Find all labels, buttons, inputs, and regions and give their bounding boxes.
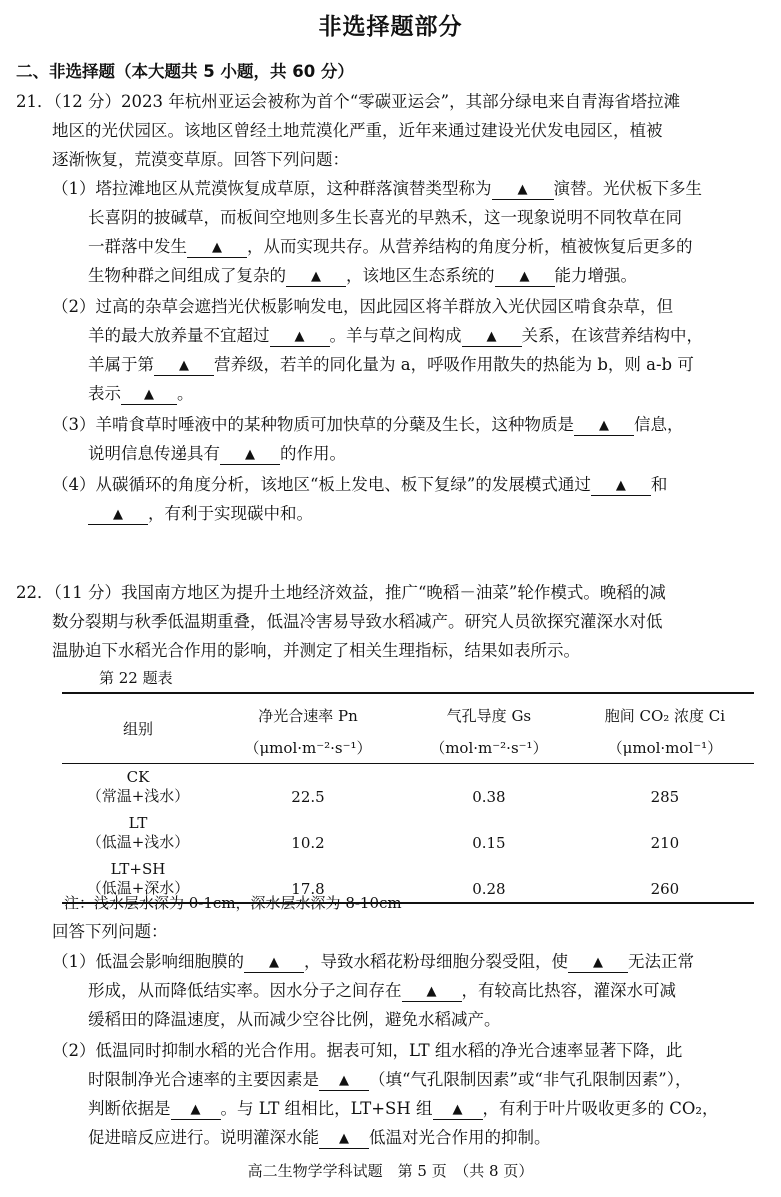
blank-triangle-mark: ▲ (486, 329, 497, 344)
table-row (62, 764, 754, 811)
cell-pn: 17.8 (214, 856, 402, 903)
table-row (62, 810, 754, 856)
cell-group (62, 810, 214, 856)
answer-blank (462, 326, 522, 347)
q21-part2-line-1: （2）过高的杂草会遮挡光伏板影响发电，因此园区将羊群放入光伏园区啃食杂草，但 (52, 297, 673, 316)
text-segment: 判断依据是 (88, 1099, 171, 1118)
cell-pn: 10.2 (291, 834, 325, 852)
cell-ci: 260 (576, 856, 754, 903)
blank-triangle-mark: ▲ (426, 984, 437, 999)
blank-triangle-mark: ▲ (519, 269, 530, 284)
cell-ci: 285 (650, 788, 680, 806)
text-segment: （3）羊啃食草时唾液中的某种物质可加快草的分蘖及生长，这种物质是 (52, 415, 574, 434)
header-group: 组别 (62, 693, 214, 764)
q21-part1-line-4 (88, 262, 637, 290)
group-name: LT+SH (110, 860, 166, 878)
text-segment: 信息， (634, 415, 684, 434)
blank-triangle-mark: ▲ (294, 329, 305, 344)
blank-triangle-mark: ▲ (269, 955, 279, 970)
q21-part1-line-3 (88, 233, 693, 261)
q22-part2-line-3 (88, 1095, 719, 1123)
q21-stem-line-3: 逐渐恢复，荒漠变草原。回答下列问题： (52, 150, 349, 169)
cell-gs: 0.15 (472, 834, 506, 852)
text-segment: 低温对光合作用的抑制。 (369, 1128, 551, 1147)
text-segment: ，导致水稻花粉母细胞分裂受阻，使 (304, 952, 568, 971)
q21-part3-line-2 (88, 440, 346, 468)
q21-part4-line-2 (88, 500, 313, 528)
answer-blank (154, 355, 214, 376)
answer-blank (88, 504, 148, 525)
blank-triangle-mark: ▲ (339, 1073, 349, 1088)
q22-part1-line-2 (88, 977, 676, 1005)
text-segment: 促进暗反应进行。说明灌深水能 (88, 1128, 319, 1147)
group-condition: （常温+浅水） (86, 787, 190, 805)
answer-blank (270, 326, 330, 347)
page-title: 非选择题部分 (318, 14, 463, 40)
blank-triangle-mark: ▲ (245, 447, 255, 462)
group-condition: （低温+浅水） (86, 833, 190, 851)
text-segment: ，有利于叶片吸收更多的 CO₂， (482, 1099, 719, 1118)
text-segment: 。羊与草之间构成 (329, 326, 462, 345)
q21-part1-line-2: 长喜阴的披碱草，而板间空地则多生长喜光的早熟禾，这一现象说明不同牧草在同 (88, 208, 682, 227)
text-segment: ，该地区生态系统的 (346, 266, 495, 285)
answer-blank (319, 1070, 369, 1091)
blank-triangle-mark: ▲ (452, 1102, 463, 1117)
unit-gs: （mol·m⁻²·s⁻¹） (402, 731, 576, 764)
text-segment: 。与 LT 组相比，LT+SH 组 (220, 1099, 433, 1118)
text-segment: ，有利于实现碳中和。 (148, 504, 313, 523)
q22-part2-line-2 (88, 1066, 692, 1094)
blank-triangle-mark: ▲ (190, 1102, 201, 1117)
text-segment: （1）低温会影响细胞膜的 (52, 952, 244, 971)
answer-blank (492, 179, 554, 200)
text-segment: 说明信息传递具有 (88, 444, 220, 463)
page-footer: 高二生物学学科试题 第 5 页 （共 8 页） (247, 1162, 534, 1180)
table-caption: 第 22 题表 (99, 669, 173, 687)
answer-blank (495, 266, 555, 287)
group-condition: （低温+深水） (86, 879, 190, 897)
cell-group (62, 764, 214, 811)
text-segment: 能力增强。 (554, 266, 637, 285)
text-segment: ，从而实现共存。从营养结构的角度分析，植被恢复后更多的 (247, 237, 693, 256)
text-segment: 生物种群之间组成了复杂的 (88, 266, 286, 285)
answer-blank (187, 237, 247, 258)
q22-stem-line-1: 22．（11 分）我国南方地区为提升土地经济效益，推广“晚稻－油菜”轮作模式。晚稻的减 (16, 583, 666, 602)
q22-part1-line-1 (52, 948, 694, 976)
text-segment: ，有较高比热容，灌深水可减 (461, 981, 676, 1000)
answer-blank (220, 444, 280, 465)
q22-stem-line-2: 数分裂期与秋季低温期重叠，低温冷害易导致水稻减产。研究人员欲探究灌深水对低 (52, 612, 663, 631)
group-name: LT (128, 814, 148, 832)
q22-prompt: 回答下列问题： (52, 922, 168, 941)
header-gs: 气孔导度 Gs (402, 693, 576, 731)
table-header-row (62, 693, 754, 731)
unit-pn: （μmol·m⁻²·s⁻¹） (214, 731, 402, 764)
blank-triangle-mark: ▲ (212, 240, 222, 255)
blank-triangle-mark: ▲ (517, 182, 528, 197)
blank-triangle-mark: ▲ (593, 955, 603, 970)
text-segment: （4）从碳循环的角度分析，该地区“板上发电、板下复绿”的发展模式通过 (52, 475, 591, 494)
text-segment: 和 (650, 475, 668, 494)
q21-part2-line-2 (88, 322, 703, 350)
text-segment: 营养级，若羊的同化量为 a，呼吸作用散失的热能为 b，则 a-b 可 (214, 355, 694, 374)
unit-ci: （μmol·mol⁻¹） (576, 731, 754, 764)
answer-blank (286, 266, 346, 287)
blank-triangle-mark: ▲ (179, 358, 189, 373)
text-segment: 演替。光伏板下多生 (553, 179, 702, 198)
blank-triangle-mark: ▲ (113, 507, 123, 522)
text-segment: 无法正常 (628, 952, 694, 971)
q22-part2-line-1: （2）低温同时抑制水稻的光合作用。据表可知，LT 组水稻的净光合速率显著下降，此 (52, 1041, 683, 1060)
text-segment: 一群落中发生 (88, 237, 187, 256)
text-segment: （1）塔拉滩地区从荒漠恢复成草原，这种群落演替类型称为 (52, 179, 492, 198)
q22-part1-line-3: 缓稻田的降温速度，从而减少空谷比例，避免水稻减产。 (88, 1010, 501, 1029)
q22-part2-line-4 (88, 1124, 551, 1152)
blank-triangle-mark: ▲ (144, 387, 154, 402)
text-segment: 表示 (88, 384, 121, 403)
answer-blank (244, 952, 304, 973)
cell-ci: 210 (650, 834, 680, 852)
text-segment: 时限制净光合速率的主要因素是 (88, 1070, 319, 1089)
q21-part2-line-3 (88, 351, 694, 379)
cell-pn: 22.5 (291, 788, 325, 806)
table-note: 注：浅水层水深为 0-1cm，深水层水深为 8-10cm (64, 894, 402, 912)
q22-stem-line-3: 温胁迫下水稻光合作用的影响，并测定了相关生理指标，结果如表所示。 (52, 641, 580, 660)
blank-triangle-mark: ▲ (311, 269, 321, 284)
q21-part2-line-4 (88, 380, 194, 408)
q21-part4-line-1 (52, 471, 667, 499)
answer-blank (433, 1099, 483, 1120)
text-segment: 羊的最大放养量不宜超过 (88, 326, 270, 345)
group-name: CK (126, 768, 150, 786)
answer-blank (171, 1099, 221, 1120)
answer-blank (121, 384, 177, 405)
blank-triangle-mark: ▲ (615, 478, 626, 493)
q21-stem-line-2: 地区的光伏园区。该地区曾经土地荒漠化严重，近年来通过建设光伏发电园区，植被 (52, 121, 663, 140)
text-segment: 羊属于第 (88, 355, 154, 374)
answer-blank (319, 1128, 369, 1149)
cell-gs: 0.38 (472, 788, 506, 806)
answer-blank (591, 475, 651, 496)
text-segment: 形成，从而降低结实率。因水分子之间存在 (88, 981, 402, 1000)
text-segment: 。 (177, 384, 194, 403)
header-pn: 净光合速率 Pn (214, 693, 402, 731)
text-segment: （填“气孔限制因素”或“非气孔限制因素”）， (369, 1070, 692, 1089)
answer-blank (402, 981, 462, 1002)
header-ci: 胞间 CO₂ 浓度 Ci (576, 693, 754, 731)
q21-part3-line-1 (52, 411, 684, 439)
data-table (62, 692, 754, 904)
text-segment: 的作用。 (280, 444, 346, 463)
section-heading: 二、非选择题（本大题共 5 小题，共 60 分） (16, 62, 354, 81)
text-segment: 关系，在该营养结构中， (521, 326, 703, 345)
q21-stem-line-1: 21．（12 分）2023 年杭州亚运会被称为首个“零碳亚运会”，其部分绿电来自青海省塔拉滩 (16, 92, 681, 111)
blank-triangle-mark: ▲ (339, 1131, 349, 1146)
blank-triangle-mark: ▲ (599, 418, 609, 433)
q21-part1-line-1 (52, 175, 702, 203)
answer-blank (574, 415, 634, 436)
cell-gs: 0.28 (402, 856, 576, 903)
answer-blank (568, 952, 628, 973)
